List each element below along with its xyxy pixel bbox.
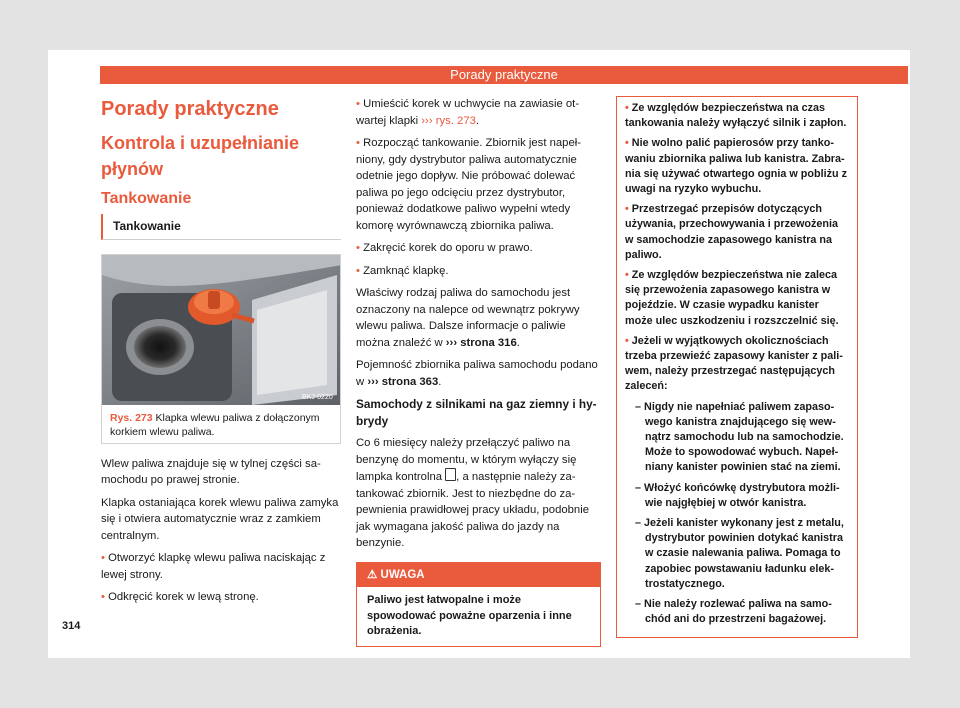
dash-item-text: Nie należy rozlewać paliwa na samochód ani do przestrzeni bagażowej. [644, 598, 832, 626]
list-item [101, 550, 341, 583]
dash-item: – Jeżeli kanister wykonany jest z metalu, dystrybutor powinien dotykać kanistra w czasie nalewania paliwa. Pomaga to zapobiec powstawaniu ładunku elektrostatycznego. [635, 517, 844, 590]
bullet-icon: • [356, 264, 360, 277]
warning-box [356, 562, 601, 647]
bullet-icon: • [625, 334, 629, 347]
bullet-icon: • [356, 242, 360, 254]
figure-number: Rys. 273 [110, 411, 153, 424]
list-item-text: Zamknąć klapkę. [363, 264, 449, 277]
list-item: • Umieścić korek w uchwycie na zawiasie otwartej klapki ››› rys. 273. [356, 98, 580, 127]
page-header: Porady praktyczne [100, 66, 908, 84]
figure-code: BKJ-0220 [302, 393, 333, 401]
warning-continuation-box [616, 96, 858, 638]
list-item [625, 101, 849, 131]
list-item-text: Zakręcić korek do oporu w prawo. [363, 242, 533, 254]
page-link[interactable]: ››› strona 363 [367, 375, 439, 388]
paragraph-text: , a następnie należy zatankować zbiornik. Jest to niezbędne do zapewnienia prawidłowej pracy układu, podobnie jak wymagana jakość paliwa do jazdy na benzynie. [356, 471, 589, 549]
manual-page [48, 50, 910, 658]
bullet-icon: • [101, 591, 105, 603]
bullet-icon: • [356, 98, 360, 110]
dash-item-text: Włożyć końcówkę dystrybutora możliwie najgłębiej w otwór kanistra. [644, 481, 840, 509]
paragraph-text: Właściwy rodzaj paliwa do samochodu jest oznaczony na nalepce od wewnątrz pokrywy wlewu paliwa. Dalsze informacje o paliwie można znaleźć w [356, 287, 580, 349]
list-item-text: Rozpocząć tankowanie. Zbiornik jest napełniony, gdy dystrybutor paliwa automatycznie odetnie jego dopływ. Nie próbować dolewać paliwa po jego odcięciu przez dystrybutor, ponieważ dodatkowe paliwo wypełni wtedy komorę wyrównawczą zbiornika paliwa. [356, 137, 582, 232]
page-link[interactable]: ››› strona 316 [445, 336, 517, 349]
list-item [356, 240, 601, 257]
list-item [625, 334, 849, 395]
paragraph: Klapka ostaniająca korek wlewu paliwa zamyka się i otwiera automatycznie wraz z zamkiem centralnym. [101, 496, 339, 542]
figure-link[interactable]: ››› rys. 273 [421, 114, 476, 127]
fuel-filler-photo [102, 255, 340, 405]
bullet-icon: • [625, 137, 629, 150]
fuel-filler-illustration [102, 255, 340, 405]
dash-item: – Nie należy rozlewać paliwa na samochód ani do przestrzeni bagażowej. [635, 598, 832, 626]
dash-item-text: Nigdy nie napełniać paliwem zapasowego kanistra znajdującego się wewnątrz samochodu lub na samochodzie. Może to spowodować wybuch. Napełniany kanister powinien stać na ziemi. [644, 400, 844, 474]
warning-triangle-icon: ⚠ [367, 568, 378, 581]
bullet-icon: • [101, 552, 105, 564]
section-title: Kontrola i uzupełnianie płynów [101, 133, 300, 179]
subsection-title: Tankowanie [101, 190, 192, 207]
subheading: Samochody z silnikami na gaz ziemny i hybrydy [356, 397, 597, 428]
list-item-text: Umieścić korek w uchwycie na zawiasie otwartej klapki [356, 98, 580, 127]
list-item [625, 268, 849, 329]
list-item [356, 263, 601, 280]
column-right [616, 96, 858, 638]
paragraph-text: Co 6 miesięcy należy przełączyć paliwo na benzynę do momentu, w którym wyłączy się lampka kontrolna [356, 437, 577, 483]
list-item-text: Nie wolno palić papierosów przy tankowaniu zbiornika paliwa lub kanistra. Zabrania się używać otwartego ognia w pobliżu z uwagi na ryzyko wybuchu. [625, 137, 847, 196]
list-item [625, 202, 849, 263]
dash-item: – Nigdy nie napełniać paliwem zapasowego kanistra znajdującego się wewnątrz samochodu lub na samochodzie. Może to spowodować wybuch. Napełniany kanister powinien stać na ziemi. [635, 400, 844, 474]
fuel-warning-lamp-icon [445, 468, 456, 481]
list-item-text: Jeżeli w wyjątkowych okolicznościach trzeba przewieźć zapasowy kanister z paliwem, należy przestrzegać następujących zaleceń: [625, 334, 843, 393]
figure-caption-text: Klapka wlewu paliwa z dołączonym korkiem wlewu paliwa. [110, 411, 320, 438]
list-item [356, 135, 601, 234]
column-left [101, 96, 341, 612]
warning-header [357, 563, 600, 588]
topic-heading: Tankowanie [101, 214, 341, 240]
paragraph-text: Pojemność zbiornika paliwa samochodu podano w [356, 359, 598, 388]
figure-fuel-cap [101, 254, 341, 444]
bullet-icon: • [356, 137, 360, 149]
list-item-text: Odkręcić korek w lewą stronę. [108, 591, 259, 603]
warning-title: UWAGA [380, 568, 425, 581]
paragraph: Wlew paliwa znajduje się w tylnej części samochodu po prawej stronie. [101, 457, 321, 486]
paragraph: Pojemność zbiornika paliwa samochodu podano w ››› strona 363. [356, 359, 598, 388]
list-item-text: Ze względów bezpieczeństwa nie zaleca się przewożenia zapasowego kanistra w pojeździe. W czasie wypadku kanister może ulec uszkodzeniu i rozszczelnić się. [625, 269, 839, 327]
dash-item: – Włożyć końcówkę dystrybutora możliwie najgłębiej w otwór kanistra. [635, 481, 840, 509]
list-item [625, 136, 849, 197]
warning-text: Paliwo jest łatwopalne i może spowodować poważne oparzenia i inne obrażenia. [367, 594, 572, 637]
page-number: 314 [62, 620, 81, 632]
column-middle [356, 96, 601, 647]
bullet-icon: • [625, 203, 629, 216]
dash-item-text: Jeżeli kanister wykonany jest z metalu, dystrybutor powinien dotykać kanistra w czasie nalewania paliwa. Pomaga to zapobiec powstawaniu ładunku elektrostatycznego. [644, 517, 844, 590]
list-item [101, 589, 341, 606]
bullet-icon: • [625, 102, 629, 114]
paragraph: Właściwy rodzaj paliwa do samochodu jest oznaczony na nalepce od wewnątrz pokrywy wlewu paliwa. Dalsze informacje o paliwie można znaleźć w ››› strona 316. [356, 287, 580, 349]
chapter-title: Porady praktyczne [101, 98, 279, 120]
list-item-text: Otworzyć klapkę wlewu paliwa naciskając z lewej strony. [101, 552, 326, 581]
figure-caption [102, 405, 340, 443]
paragraph [356, 435, 601, 552]
bullet-icon: • [625, 269, 629, 282]
list-item-text: Ze względów bezpieczeństwa na czas tankowania należy wyłączyć silnik i zapłon. [625, 102, 847, 130]
list-item-text: Przestrzegać przepisów dotyczących używania, przechowywania i przewożenia w samochodzie zapasowego kanistra na paliwo. [625, 203, 838, 261]
